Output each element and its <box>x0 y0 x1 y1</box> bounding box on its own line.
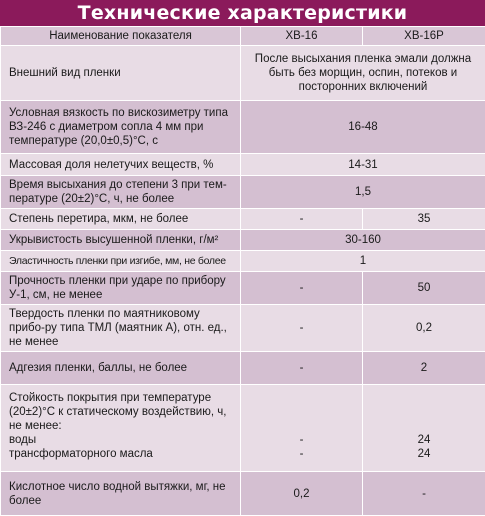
table-row <box>1 209 485 230</box>
row-resistance-water-label: воды <box>9 433 236 447</box>
spec-table <box>0 26 485 516</box>
row-resistance-cell <box>1 385 241 472</box>
row-adhesion-name: Адгезия пленки, баллы, не более <box>1 352 241 385</box>
table-row <box>1 154 485 176</box>
table-row <box>1 251 485 272</box>
table-row <box>1 472 485 516</box>
row-grind-name: Степень перетира, мкм, не более <box>1 209 241 230</box>
row-acid-col1: 0,2 <box>241 472 363 516</box>
table-row <box>1 352 485 385</box>
row-impact-name: Прочность пленки при ударе по прибору У-1, см, не менее <box>1 272 241 305</box>
row-elasticity-name: Эластичность пленки при изгибе, мм, не более <box>1 251 241 272</box>
table-row <box>1 176 485 209</box>
row-resistance-water-col1: - <box>245 433 358 447</box>
table-header-row <box>1 27 485 46</box>
row-resistance-oil-col2: 24 <box>367 447 481 461</box>
table-row <box>1 46 485 101</box>
row-resistance-water-col2: 24 <box>367 433 481 447</box>
row-acid-name: Кислотное число водной вытяжки, мг, не более <box>1 472 241 516</box>
row-grind-col2: 35 <box>363 209 485 230</box>
row-hiding-name: Укрывистость высушенной пленки, г/м² <box>1 230 241 251</box>
table-row <box>1 305 485 352</box>
row-viscosity-name: Условная вязкость по вискозиметру типа ВЗ-246 с диаметром сопла 4 мм при температуре (20,0±0,5)°С, с <box>1 101 241 154</box>
row-appearance-value: После высыхания пленка эмали должна быть без морщин, оспин, потеков и посторонних включений <box>241 46 485 101</box>
header-col2: ХВ-16Р <box>363 27 485 46</box>
row-drying-value: 1,5 <box>241 176 485 209</box>
row-viscosity-value: 16-48 <box>241 101 485 154</box>
header-name: Наименование показателя <box>1 27 241 46</box>
row-nonvolatile-name: Массовая доля нелетучих веществ, % <box>1 154 241 176</box>
row-acid-col2: - <box>363 472 485 516</box>
table-row <box>1 230 485 251</box>
row-appearance-name: Внешний вид пленки <box>1 46 241 101</box>
row-resistance-col1 <box>241 385 363 472</box>
row-resistance-oil-col1: - <box>245 447 358 461</box>
row-resistance-name: Стойкость покрытия при температуре (20±2)°С к статическому воздействию, ч, не менее: <box>9 391 236 433</box>
row-hiding-value: 30-160 <box>241 230 485 251</box>
row-hardness-col1: - <box>241 305 363 352</box>
table-row <box>1 385 485 472</box>
header-col1: ХВ-16 <box>241 27 363 46</box>
row-resistance-col2 <box>363 385 485 472</box>
row-elasticity-value: 1 <box>241 251 485 272</box>
table-row <box>1 272 485 305</box>
row-nonvolatile-value: 14-31 <box>241 154 485 176</box>
row-impact-col2: 50 <box>363 272 485 305</box>
row-impact-col1: - <box>241 272 363 305</box>
row-adhesion-col1: - <box>241 352 363 385</box>
row-resistance-oil-label: трансформаторного масла <box>9 447 236 461</box>
row-drying-name: Время высыхания до степени 3 при тем-пературе (20±2)°С, ч, не более <box>1 176 241 209</box>
row-hardness-name: Твердость пленки по маятниковому прибо-ру типа ТМЛ (маятник А), отн. ед., не менее <box>1 305 241 352</box>
table-row <box>1 101 485 154</box>
row-adhesion-col2: 2 <box>363 352 485 385</box>
page-title: Технические характеристики <box>0 0 485 26</box>
row-grind-col1: - <box>241 209 363 230</box>
row-hardness-col2: 0,2 <box>363 305 485 352</box>
